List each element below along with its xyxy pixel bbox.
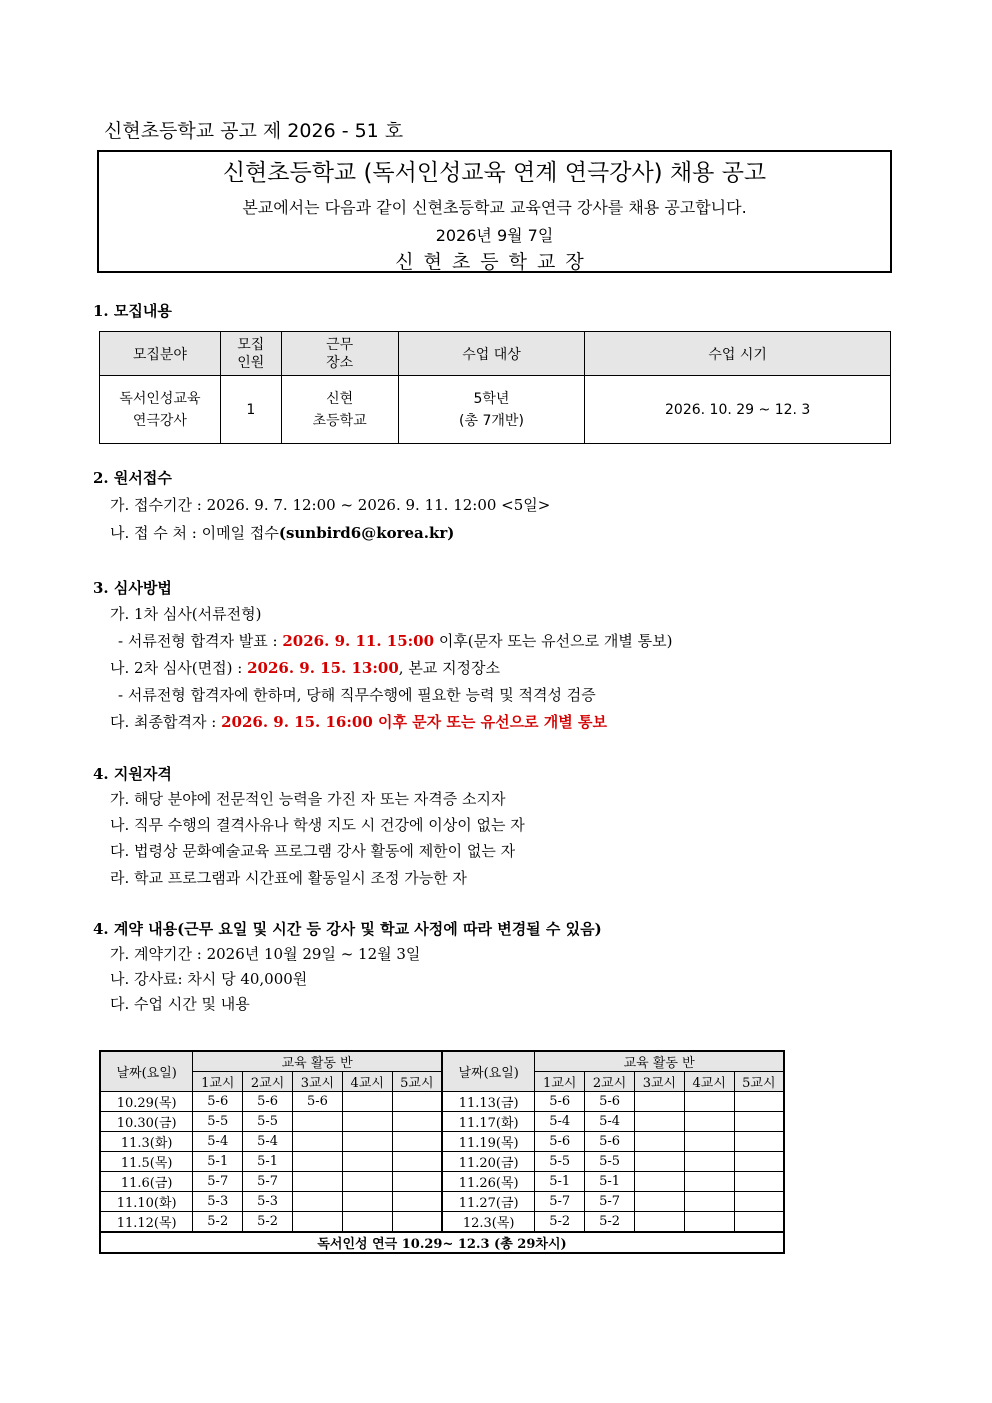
schedule-class-cell [734, 1192, 784, 1212]
schedule-class-cell [392, 1092, 442, 1112]
qualification-item: 나. 직무 수행의 결격사유나 학생 지도 시 건강에 이상이 없는 자 [110, 816, 525, 834]
schedule-class-cell: 5-6 [585, 1132, 635, 1152]
schedule-class-cell: 5-6 [585, 1092, 635, 1112]
schedule-footer-row [100, 1232, 784, 1253]
schedule-class-cell: 5-1 [585, 1172, 635, 1192]
schedule-date: 11.6(금) [100, 1172, 193, 1192]
schedule-class-cell [342, 1092, 392, 1112]
period-header: 2교시 [585, 1072, 635, 1092]
period-header: 4교시 [342, 1072, 392, 1092]
table-row [100, 1192, 784, 1212]
table-row [100, 1172, 784, 1192]
screening-step-2-note: - 서류전형 합격자에 한하며, 당해 직무수행에 필요한 능력 및 적격성 검증 [118, 686, 596, 704]
schedule-class-cell: 5-6 [535, 1132, 585, 1152]
schedule-class-cell [342, 1152, 392, 1172]
schedule-date: 11.20(금) [442, 1152, 535, 1172]
table-row [100, 1152, 784, 1172]
schedule-class-cell: 5-1 [243, 1152, 293, 1172]
result-label: - 서류전형 합격자 발표 : [118, 632, 283, 650]
col-header-period: 수업 시기 [585, 332, 891, 376]
schedule-class-cell [634, 1192, 684, 1212]
schedule-class-cell: 5-7 [535, 1192, 585, 1212]
cell-field: 독서인성교육 연극강사 [100, 376, 221, 444]
schedule-class-cell [734, 1152, 784, 1172]
schedule-date: 12.3(목) [442, 1212, 535, 1233]
schedule-class-cell [634, 1112, 684, 1132]
schedule-class-cell: 5-7 [193, 1172, 243, 1192]
schedule-class-cell [684, 1172, 734, 1192]
schedule-class-cell: 5-5 [193, 1112, 243, 1132]
schedule-class-cell: 5-4 [535, 1112, 585, 1132]
period-header: 3교시 [293, 1072, 343, 1092]
application-place [110, 522, 454, 543]
schedule-date: 11.10(화) [100, 1192, 193, 1212]
interview-datetime: 2026. 9. 15. 13:00 [247, 659, 399, 677]
schedule-class-cell: 5-3 [243, 1192, 293, 1212]
schedule-class-cell: 5-1 [535, 1172, 585, 1192]
schedule-group-header: 교육 활동 반 [535, 1051, 784, 1072]
schedule-class-cell [634, 1132, 684, 1152]
contract-item: 가. 계약기간 : 2026년 10월 29일 ~ 12월 3일 [110, 945, 421, 963]
table-row [100, 1112, 784, 1132]
schedule-class-cell [342, 1132, 392, 1152]
schedule-class-cell: 5-2 [585, 1212, 635, 1233]
col-header-place: 근무 장소 [281, 332, 398, 376]
schedule-class-cell: 5-6 [193, 1092, 243, 1112]
table-row [100, 376, 891, 444]
schedule-class-cell [634, 1212, 684, 1233]
cell-place: 신현 초등학교 [281, 376, 398, 444]
final-datetime: 2026. 9. 15. 16:00 이후 문자 또는 유선으로 개별 통보 [221, 713, 607, 731]
schedule-class-cell: 5-4 [585, 1112, 635, 1132]
schedule-class-cell [392, 1212, 442, 1233]
schedule-class-cell: 5-4 [243, 1132, 293, 1152]
application-email: (sunbird6@korea.kr) [278, 524, 455, 542]
announcement-header [97, 150, 892, 273]
intro-text: 본교에서는 다음과 같이 신현초등학교 교육연극 강사를 채용 공고합니다. [242, 198, 747, 217]
schedule-class-cell [684, 1132, 734, 1152]
schedule-class-cell [634, 1152, 684, 1172]
application-place-label: 나. 접 수 처 : 이메일 접수 [110, 524, 279, 542]
schedule-class-cell [684, 1092, 734, 1112]
schedule-header-row [100, 1051, 784, 1072]
table-row [100, 1132, 784, 1152]
schedule-class-cell [684, 1192, 734, 1212]
recruitment-table [99, 331, 891, 444]
schedule-date: 11.5(목) [100, 1152, 193, 1172]
schedule-class-cell [392, 1192, 442, 1212]
schedule-class-cell: 5-4 [193, 1132, 243, 1152]
final-label: 다. 최종합격자 : [110, 713, 222, 731]
schedule-class-cell [293, 1212, 343, 1233]
schedule-class-cell [392, 1172, 442, 1192]
schedule-class-cell [342, 1192, 392, 1212]
schedule-date: 11.27(금) [442, 1192, 535, 1212]
section-heading-qualifications: 4. 지원자격 [93, 765, 172, 783]
result-note: 이후(문자 또는 유선으로 개별 통보) [434, 632, 673, 650]
schedule-date: 11.17(화) [442, 1112, 535, 1132]
schedule-class-cell: 5-5 [535, 1152, 585, 1172]
schedule-class-cell [342, 1172, 392, 1192]
table-row [100, 1092, 784, 1112]
section-heading-screening: 3. 심사방법 [93, 579, 172, 597]
schedule-class-cell [392, 1112, 442, 1132]
schedule-date: 11.3(화) [100, 1132, 193, 1152]
schedule-date: 10.30(금) [100, 1112, 193, 1132]
final-result [110, 711, 607, 732]
schedule-class-cell [734, 1212, 784, 1233]
screening-step-2 [110, 657, 500, 678]
schedule-date: 11.19(목) [442, 1132, 535, 1152]
schedule-table [99, 1050, 785, 1254]
schedule-class-cell [293, 1152, 343, 1172]
period-header: 3교시 [634, 1072, 684, 1092]
schedule-class-cell: 5-2 [535, 1212, 585, 1233]
screening-step-1: 가. 1차 심사(서류전형) [110, 605, 262, 623]
schedule-class-cell [392, 1132, 442, 1152]
schedule-date-header: 날짜(요일) [442, 1051, 535, 1092]
schedule-class-cell [734, 1132, 784, 1152]
col-header-count: 모집 인원 [220, 332, 281, 376]
interview-place: , 본교 지정장소 [398, 659, 501, 677]
cell-period: 2026. 10. 29 ~ 12. 3 [585, 376, 891, 444]
result-datetime: 2026. 9. 11. 15:00 [282, 632, 435, 650]
schedule-class-cell [734, 1092, 784, 1112]
schedule-class-cell [734, 1172, 784, 1192]
contract-item: 다. 수업 시간 및 내용 [110, 995, 250, 1013]
schedule-date: 10.29(목) [100, 1092, 193, 1112]
schedule-summary: 독서인성 연극 10.29~ 12.3 (총 29차시) [100, 1232, 784, 1253]
principal-signature: 신현초등학교장 [395, 251, 594, 273]
table-row [100, 1212, 784, 1233]
qualification-item: 라. 학교 프로그램과 시간표에 활동일시 조정 가능한 자 [110, 869, 467, 887]
schedule-class-cell: 5-5 [243, 1112, 293, 1132]
schedule-class-cell [734, 1112, 784, 1132]
schedule-class-cell: 5-7 [243, 1172, 293, 1192]
qualification-item: 가. 해당 분야에 전문적인 능력을 가진 자 또는 자격증 소지자 [110, 790, 506, 808]
schedule-class-cell [392, 1152, 442, 1172]
schedule-class-cell [634, 1172, 684, 1192]
schedule-class-cell [684, 1112, 734, 1132]
col-header-field: 모집분야 [100, 332, 221, 376]
schedule-class-cell [342, 1212, 392, 1233]
notice-number: 신현초등학교 공고 제 2026 - 51 호 [104, 120, 404, 142]
schedule-class-cell [293, 1172, 343, 1192]
schedule-class-cell [342, 1112, 392, 1132]
period-header: 1교시 [535, 1072, 585, 1092]
section-heading-application: 2. 원서접수 [93, 469, 172, 487]
cell-target: 5학년 (총 7개반) [398, 376, 585, 444]
schedule-class-cell: 5-2 [193, 1212, 243, 1233]
application-period: 가. 접수기간 : 2026. 9. 7. 12:00 ~ 2026. 9. 11. 12:00 <5일> [110, 496, 551, 514]
announcement-date: 2026년 9월 7일 [435, 226, 554, 245]
schedule-class-cell: 5-2 [243, 1212, 293, 1233]
schedule-class-cell: 5-6 [243, 1092, 293, 1112]
schedule-class-cell [634, 1092, 684, 1112]
schedule-class-cell [293, 1192, 343, 1212]
schedule-class-cell: 5-3 [193, 1192, 243, 1212]
section-heading-recruitment: 1. 모집내용 [93, 302, 172, 320]
schedule-date-header: 날짜(요일) [100, 1051, 193, 1092]
section-heading-contract: 4. 계약 내용(근무 요일 및 시간 등 강사 및 학교 사정에 따라 변경될 수 있음) [93, 920, 602, 938]
schedule-date: 11.26(목) [442, 1172, 535, 1192]
schedule-class-cell [684, 1152, 734, 1172]
col-header-target: 수업 대상 [398, 332, 585, 376]
period-header: 5교시 [734, 1072, 784, 1092]
table-header-row [100, 332, 891, 376]
schedule-class-cell [293, 1132, 343, 1152]
schedule-class-cell: 5-1 [193, 1152, 243, 1172]
screening-step-1-result [118, 630, 672, 651]
schedule-class-cell: 5-6 [535, 1092, 585, 1112]
cell-count: 1 [220, 376, 281, 444]
schedule-class-cell: 5-5 [585, 1152, 635, 1172]
schedule-class-cell [293, 1112, 343, 1132]
contract-item: 나. 강사료: 차시 당 40,000원 [110, 970, 308, 988]
schedule-date: 11.13(금) [442, 1092, 535, 1112]
schedule-class-cell [684, 1212, 734, 1233]
period-header: 1교시 [193, 1072, 243, 1092]
period-header: 2교시 [243, 1072, 293, 1092]
period-header: 4교시 [684, 1072, 734, 1092]
interview-label: 나. 2차 심사(면접) : [110, 659, 248, 677]
schedule-group-header: 교육 활동 반 [193, 1051, 442, 1072]
schedule-date: 11.12(목) [100, 1212, 193, 1233]
qualification-item: 다. 법령상 문화예술교육 프로그램 강사 활동에 제한이 없는 자 [110, 842, 516, 860]
schedule-class-cell: 5-7 [585, 1192, 635, 1212]
page-title: 신현초등학교 (독서인성교육 연계 연극강사) 채용 공고 [222, 160, 767, 186]
period-header: 5교시 [392, 1072, 442, 1092]
schedule-class-cell: 5-6 [293, 1092, 343, 1112]
